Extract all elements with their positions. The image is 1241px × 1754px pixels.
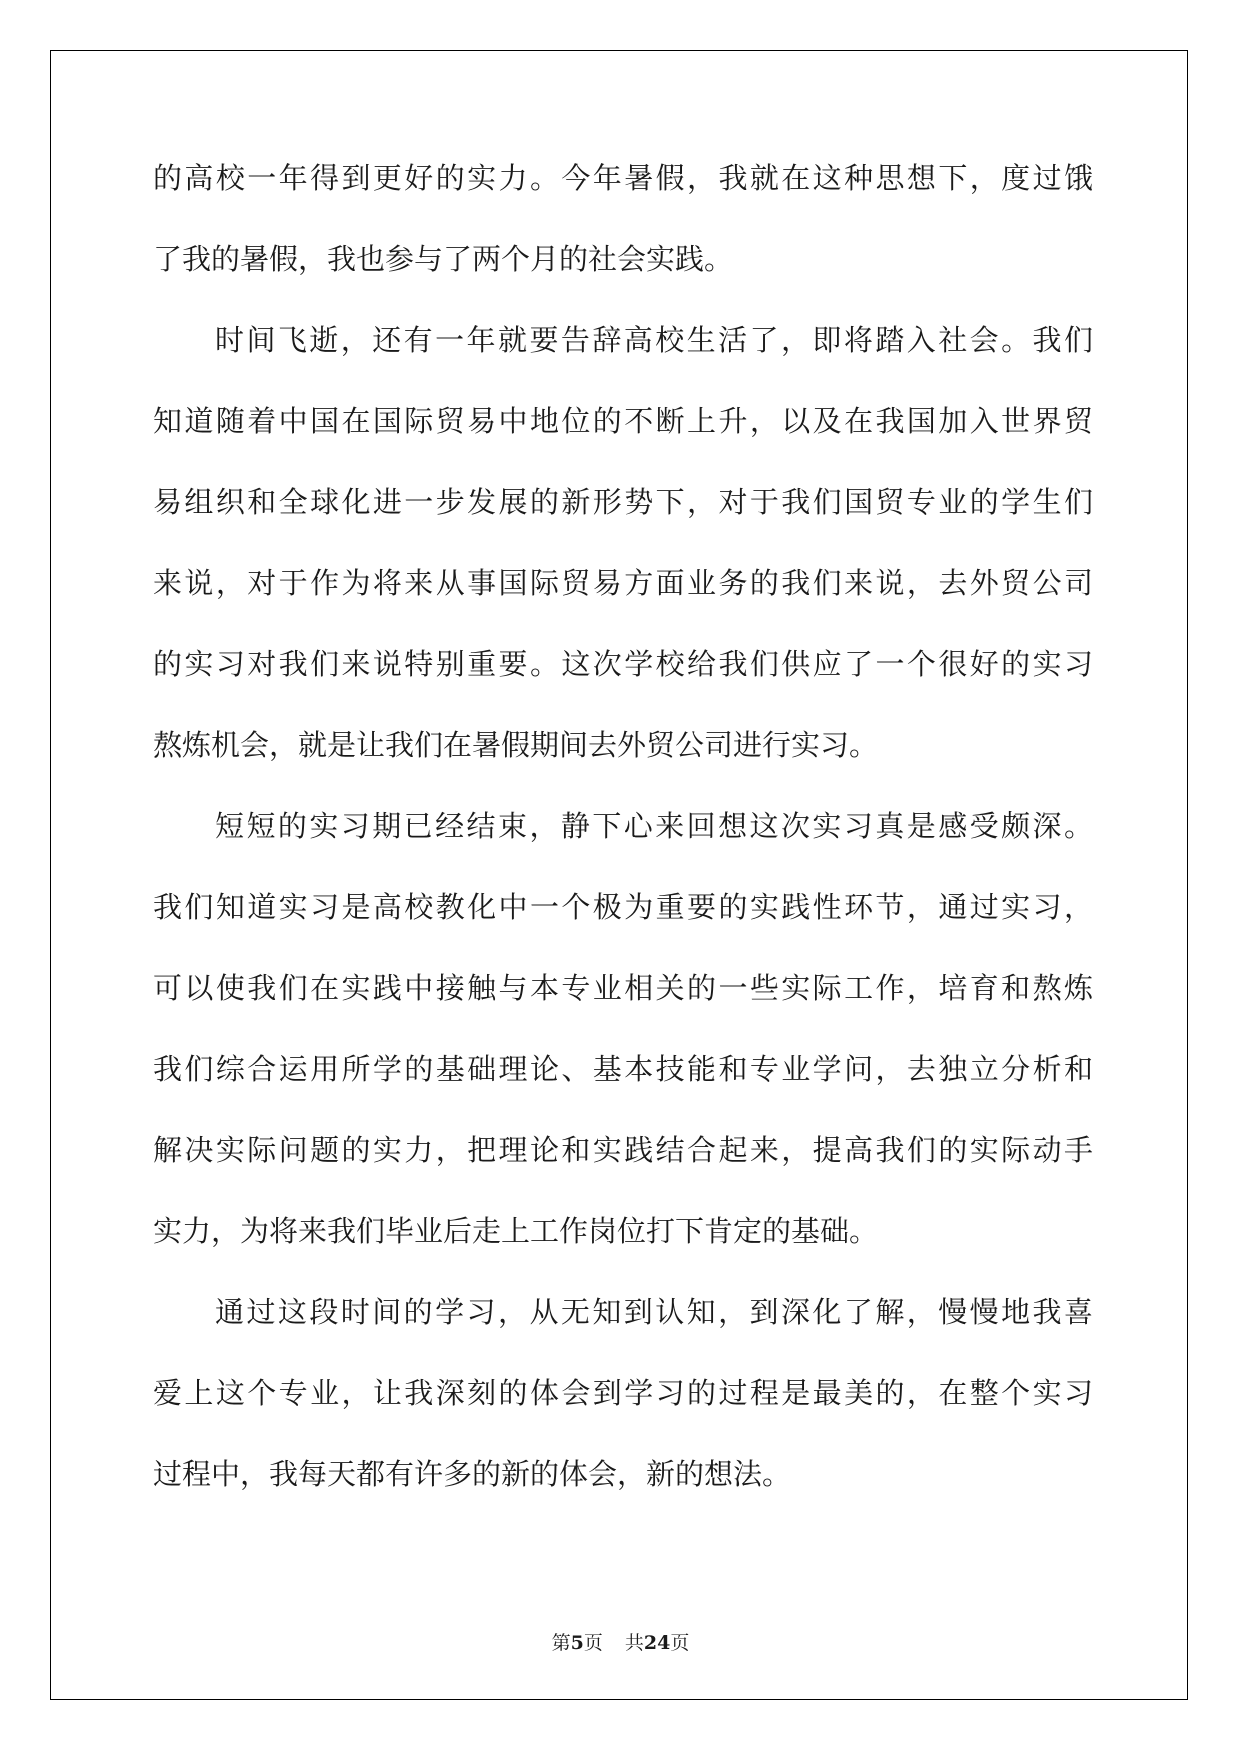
text-line: 实力，为将来我们毕业后走上工作岗位打下肯定的基础。 [153,1214,879,1248]
text-line: 时间飞逝，还有一年就要告辞高校生活了，即将踏入社会。我们 [215,323,1093,357]
footer-page-suffix: 页 [583,1632,603,1654]
page-footer [0,1628,1241,1655]
text-line: 爱上这个专业，让我深刻的体会到学习的过程是最美的，在整个实习 [153,1376,1093,1410]
footer-total-suffix: 页 [670,1632,690,1654]
text-line: 熬炼机会，就是让我们在暑假期间去外贸公司进行实习。 [153,728,879,762]
text-line: 我们知道实习是高校教化中一个极为重要的实践性环节，通过实习， [153,890,1093,924]
total-page-count: 24 [643,1632,671,1654]
text-line: 易组织和全球化进一步发展的新形势下，对于我们国贸专业的学生们 [153,485,1093,519]
text-line: 短短的实习期已经结束，静下心来回想这次实习真是感受颇深。 [215,809,1093,843]
text-line: 知道随着中国在国际贸易中地位的不断上升，以及在我国加入世界贸 [153,404,1093,438]
footer-total-prefix: 共 [624,1632,644,1654]
text-line: 来说，对于作为将来从事国际贸易方面业务的我们来说，去外贸公司 [153,566,1093,600]
text-line: 通过这段时间的学习，从无知到认知，到深化了解，慢慢地我喜 [215,1295,1093,1329]
text-line: 过程中，我每天都有许多的新的体会，新的想法。 [153,1457,792,1491]
current-page-number: 5 [570,1632,584,1654]
text-line: 解决实际问题的实力，把理论和实践结合起来，提高我们的实际动手 [153,1133,1093,1167]
text-line: 可以使我们在实践中接触与本专业相关的一些实际工作，培育和熬炼 [153,971,1093,1005]
text-line: 我们综合运用所学的基础理论、基本技能和专业学问，去独立分析和 [153,1052,1093,1086]
text-line: 了我的暑假，我也参与了两个月的社会实践。 [153,242,734,276]
text-line: 的实习对我们来说特别重要。这次学校给我们供应了一个很好的实习 [153,647,1093,681]
document-body [153,160,1093,1537]
footer-prefix: 第 [551,1632,571,1654]
text-line: 的高校一年得到更好的实力。今年暑假，我就在这种思想下，度过饿 [153,161,1093,195]
